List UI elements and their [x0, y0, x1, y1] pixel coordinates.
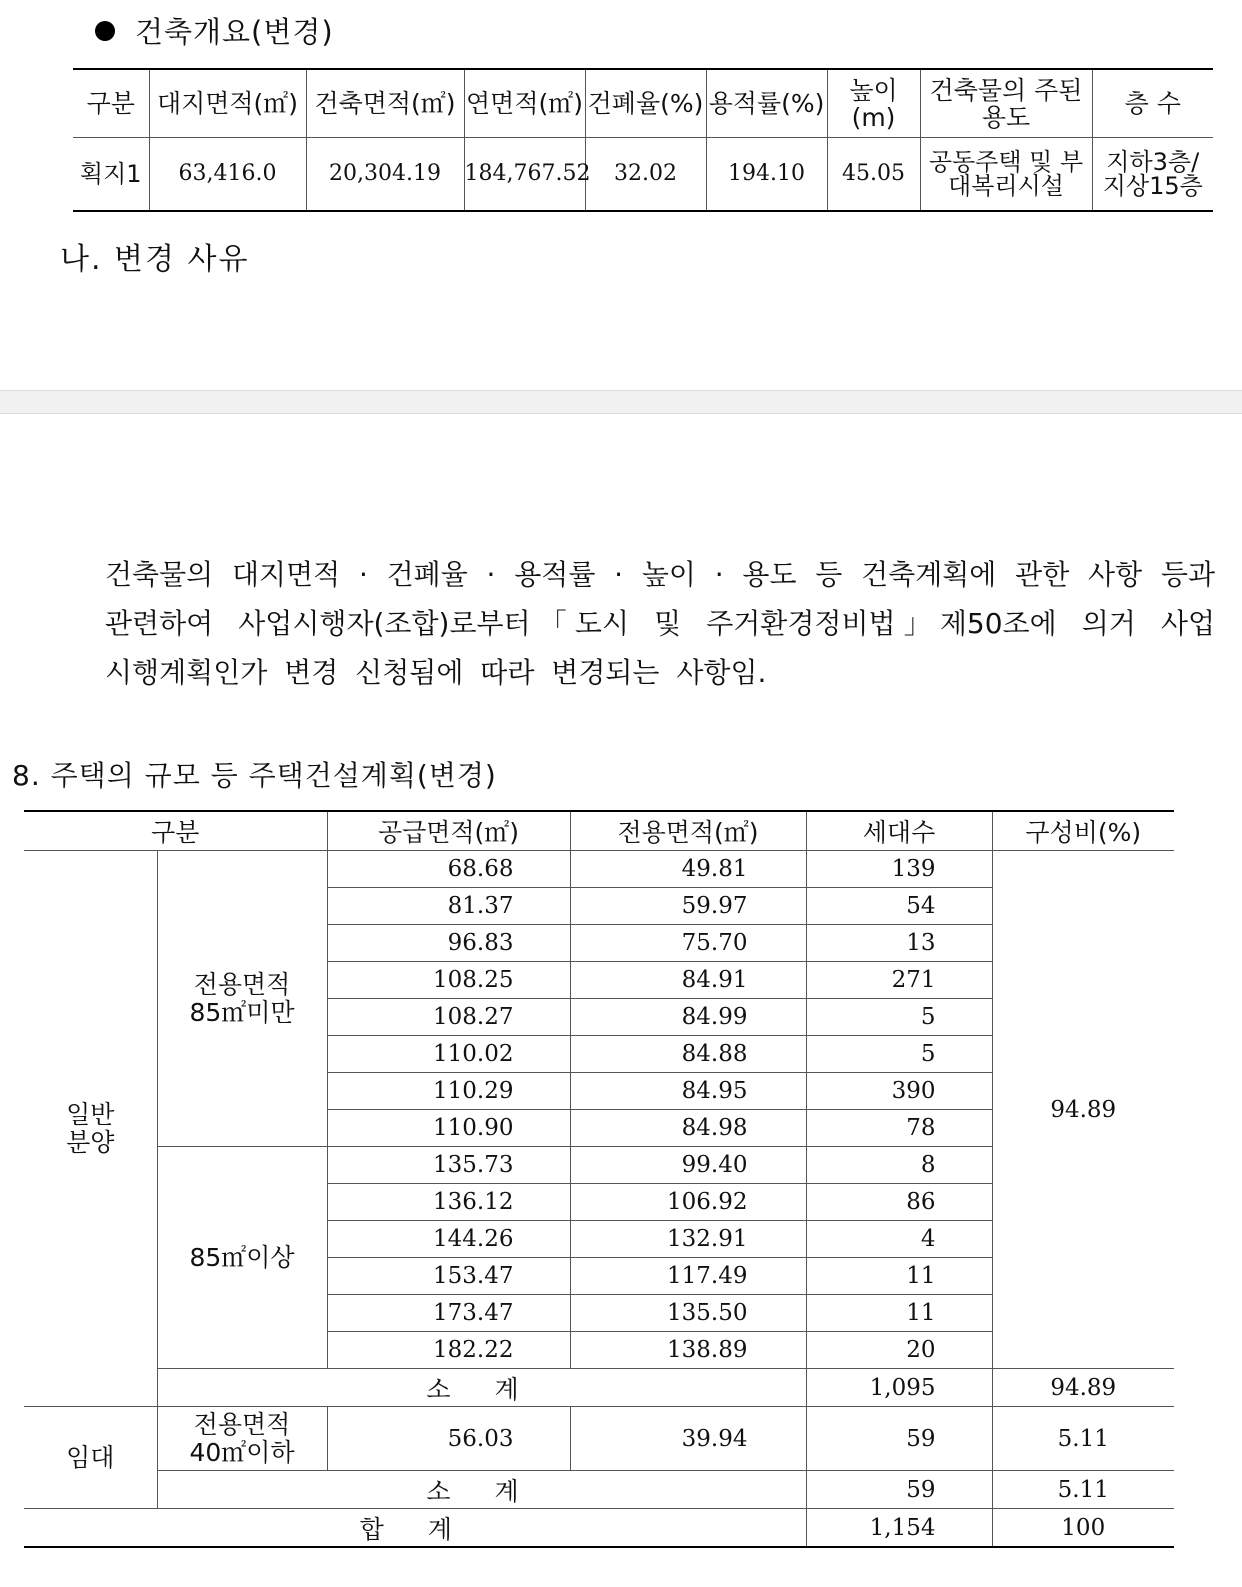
intro-line: 관련하여 사업시행자(조합)로부터「도시 및 주거환경정비법」제50조에 의거 사업	[105, 607, 1215, 640]
overview-header-row	[73, 69, 1213, 138]
units-cell: 13	[806, 925, 992, 962]
exclusive-area-cell: 117.49	[570, 1258, 806, 1295]
supply-area-cell: 68.68	[327, 851, 570, 888]
units-cell: 139	[806, 851, 992, 888]
overview-cell: 공동주택 및 부대복리시설	[920, 138, 1092, 212]
exclusive-area-cell: 84.88	[570, 1036, 806, 1073]
exclusive-area-cell: 49.81	[570, 851, 806, 888]
exclusive-area-cell: 59.97	[570, 888, 806, 925]
housing-header-cell: 구분	[24, 811, 327, 851]
units-cell: 78	[806, 1110, 992, 1147]
group-rental: 임대	[24, 1407, 157, 1509]
supply-area-cell: 173.47	[327, 1295, 570, 1332]
overview-cell: 지하3층/ 지상15층	[1092, 138, 1213, 212]
supply-area-cell: 136.12	[327, 1184, 570, 1221]
overview-header-cell: 건축면적(㎡)	[306, 69, 464, 138]
overview-header-cell: 연면적(㎡)	[464, 69, 585, 138]
building-overview-table	[73, 68, 1213, 212]
supply-area-cell: 110.29	[327, 1073, 570, 1110]
exclusive-area-cell: 106.92	[570, 1184, 806, 1221]
housing-plan-heading: 8. 주택의 규모 등 주택건설계획(변경)	[12, 759, 497, 792]
overview-cell: 194.10	[706, 138, 827, 212]
units-cell: 11	[806, 1295, 992, 1332]
subtotal-label: 소 계	[157, 1369, 806, 1407]
reason-heading: 나. 변경 사유	[60, 242, 250, 277]
supply-area-cell: 108.25	[327, 962, 570, 999]
subtotal-ratio-cell: 5.11	[992, 1471, 1174, 1509]
subtotal-units-cell: 59	[806, 1471, 992, 1509]
overview-data-row	[73, 138, 1213, 212]
units-cell: 11	[806, 1258, 992, 1295]
rental-ratio-cell: 5.11	[992, 1407, 1174, 1471]
exclusive-area-cell: 135.50	[570, 1295, 806, 1332]
overview-cell: 20,304.19	[306, 138, 464, 212]
exclusive-area-cell: 84.98	[570, 1110, 806, 1147]
overview-cell: 63,416.0	[149, 138, 306, 212]
overview-header-cell: 용적률(%)	[706, 69, 827, 138]
housing-header-cell: 공급면적(㎡)	[327, 811, 570, 851]
housing-plan-table	[24, 810, 1174, 1548]
total-label: 합 계	[24, 1509, 806, 1548]
exclusive-area-cell: 39.94	[570, 1407, 806, 1471]
supply-area-cell: 81.37	[327, 888, 570, 925]
supply-area-cell: 96.83	[327, 925, 570, 962]
overview-header-cell: 건축물의 주된용도	[920, 69, 1092, 138]
units-cell: 59	[806, 1407, 992, 1471]
subtotal-ratio-cell: 94.89	[992, 1369, 1174, 1407]
exclusive-area-cell: 99.40	[570, 1147, 806, 1184]
supply-area-cell: 110.90	[327, 1110, 570, 1147]
exclusive-area-cell: 84.95	[570, 1073, 806, 1110]
table-row	[24, 851, 1174, 888]
supply-area-cell: 135.73	[327, 1147, 570, 1184]
units-cell: 5	[806, 1036, 992, 1073]
total-row	[24, 1509, 1174, 1548]
overview-header-cell: 건폐율(%)	[585, 69, 706, 138]
rental-row	[24, 1407, 1174, 1471]
supply-area-cell: 56.03	[327, 1407, 570, 1471]
total-ratio-cell: 100	[992, 1509, 1174, 1548]
exclusive-area-cell: 138.89	[570, 1332, 806, 1369]
units-cell: 4	[806, 1221, 992, 1258]
bullet-icon	[95, 21, 115, 41]
units-cell: 271	[806, 962, 992, 999]
supply-area-cell: 108.27	[327, 999, 570, 1036]
total-units-cell: 1,154	[806, 1509, 992, 1548]
units-cell: 8	[806, 1147, 992, 1184]
section-heading-text: 건축개요(변경)	[135, 15, 334, 49]
supply-area-cell: 182.22	[327, 1332, 570, 1369]
general-ratio-cell: 94.89	[992, 851, 1174, 1369]
page-separator	[0, 390, 1242, 414]
units-cell: 20	[806, 1332, 992, 1369]
intro-paragraph	[105, 550, 1215, 697]
section-heading	[95, 10, 334, 51]
supply-area-cell: 110.02	[327, 1036, 570, 1073]
housing-header-cell: 구성비(%)	[992, 811, 1174, 851]
exclusive-area-cell: 84.99	[570, 999, 806, 1036]
exclusive-area-cell: 75.70	[570, 925, 806, 962]
intro-line: 건축물의 대지면적 · 건폐율 · 용적률 · 높이 · 용도 등 건축계획에 관한 사항 등과	[105, 558, 1215, 591]
overview-header-cell: 높이(m)	[827, 69, 920, 138]
overview-header-cell: 구분	[86, 89, 135, 118]
overview-cell: 184,767.52	[464, 138, 585, 212]
units-cell: 390	[806, 1073, 992, 1110]
overview-cell: 32.02	[585, 138, 706, 212]
housing-header-cell: 세대수	[806, 811, 992, 851]
subgroup-over-85: 85㎡이상	[157, 1147, 327, 1369]
overview-cell: 45.05	[827, 138, 920, 212]
units-cell: 5	[806, 999, 992, 1036]
subgroup-rental-40: 전용면적 40㎡이하	[157, 1407, 327, 1471]
supply-area-cell: 144.26	[327, 1221, 570, 1258]
exclusive-area-cell: 132.91	[570, 1221, 806, 1258]
supply-area-cell: 153.47	[327, 1258, 570, 1295]
group-general-sale: 일반 분양	[24, 851, 157, 1407]
subgroup-under-85: 전용면적 85㎡미만	[157, 851, 327, 1147]
units-cell: 54	[806, 888, 992, 925]
overview-cell: 획지1	[73, 138, 149, 212]
intro-line: 시행계획인가 변경 신청됨에 따라 변경되는 사항임.	[105, 656, 767, 689]
overview-header-cell: 층 수	[1092, 69, 1213, 138]
overview-header-cell: 대지면적(㎡)	[149, 69, 306, 138]
units-cell: 86	[806, 1184, 992, 1221]
subtotal-label: 소 계	[157, 1471, 806, 1509]
housing-header-cell: 전용면적(㎡)	[570, 811, 806, 851]
housing-header-row	[24, 811, 1174, 851]
general-subtotal-row	[24, 1369, 1174, 1407]
subtotal-units-cell: 1,095	[806, 1369, 992, 1407]
rental-subtotal-row	[24, 1471, 1174, 1509]
exclusive-area-cell: 84.91	[570, 962, 806, 999]
